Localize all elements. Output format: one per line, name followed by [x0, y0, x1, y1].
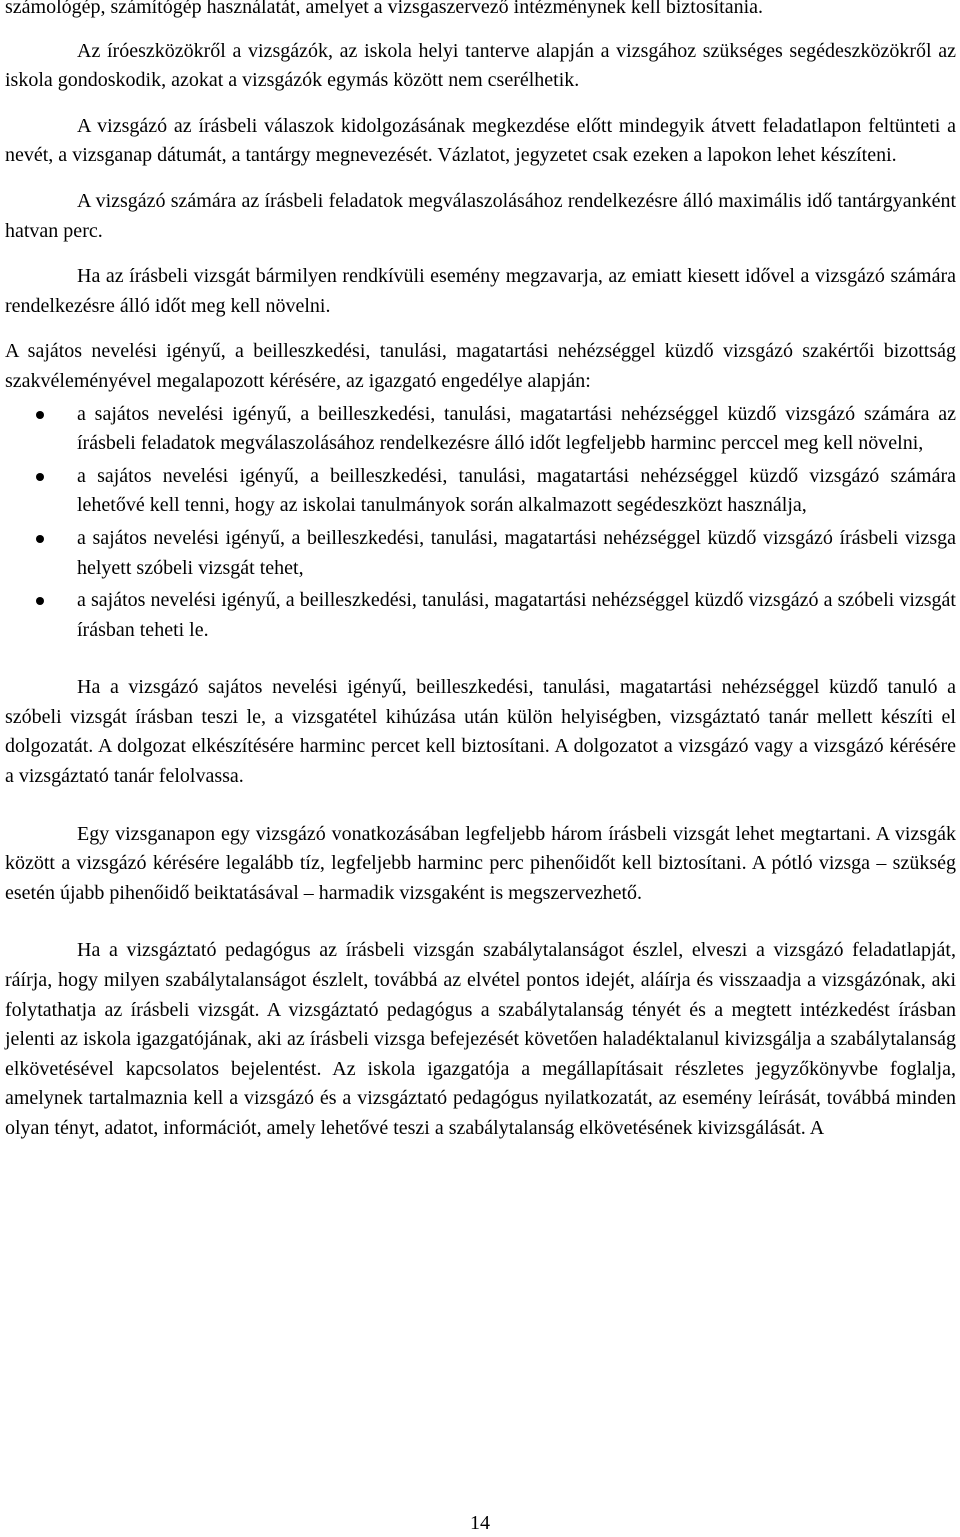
page-number: 14 — [470, 1512, 490, 1534]
paragraph-irregularity: Ha a vizsgáztató pedagógus az írásbeli vizsgán szabálytalanságot észlel, elveszi a vizsgázó feladatlapját, ráírja, hogy milyen szabálytalanságot észlelt, továbbá az elvétel pontos idejét, aláírja és visszaadja a vizsgázónak, aki folytathatja az írásbeli vizsgát. A vizsgáztató pedagógus a szabálytalanság tényét és a megtett intézkedést írásban jelenti az iskola igazgatójának, aki az írásbeli vizsga befejezését követően haladéktalanul kivizsgálja a szabálytalanság elkövetésével kapcsolatos bejelentést. Az iskola igazgatója a megállapításait részletes jegyzőkönyvbe foglalja, amelynek tartalmaznia kell a vizsgázó és a vizsgáztató pedagógus nyilatkozatát, az esemény leírását, továbbá minden olyan tényt, adatot, információt, amely lehetővé teszi a szabálytalanság elkövetésének kivizsgálását. A — [5, 939, 956, 1139]
paragraph-writing-tools: Az íróeszközökről a vizsgázók, az iskola helyi tanterve alapján a vizsgához szükséges segédeszközökről az iskola gondoskodik, azokat a vizsgázók egymás között nem cserélhetik. — [5, 39, 956, 92]
list-item-text: a sajátos nevelési igényű, a beilleszkedési, tanulási, magatartási nehézséggel küzdő vizsgázó írásbeli vizsga helyett szóbeli vizsgát tehet, — [77, 526, 956, 579]
paragraph-special-needs: A sajátos nevelési igényű, a beilleszkedési, tanulási, magatartási nehézséggel küzdő vizsgázó szakértői bizottság szakvéleményével megalapozott kérésére, az igazgató engedélye alapján: — [5, 340, 956, 392]
paragraph-oral-in-writing: Ha a vizsgázó sajátos nevelési igényű, beilleszkedési, tanulási, magatartási nehézséggel küzdő tanuló a szóbeli vizsgát írásban teszi le, a vizsgatétel kihúzása után külön helyiségben, vizsgáztató tanár mellett készíti el dolgozatát. A dolgozat elkészítésére harminc percet kell biztosítani. A dolgozatot a vizsgázó vagy a vizsgázó kérésére a vizsgáztató tanár felolvassa. — [5, 676, 956, 788]
list-item — [5, 586, 956, 645]
bullet-icon — [36, 411, 44, 419]
list-item — [5, 400, 956, 459]
bullet-icon — [36, 473, 44, 481]
paragraph-time-limit: A vizsgázó számára az írásbeli feladatok megválaszolásához rendelkezésre álló maximális idő tantárgyanként hatvan perc. — [5, 189, 956, 242]
paragraph-calculator: számológép, számítógép használatát, amelyet a vizsgaszervező intézménynek kell biztosítania. — [5, 0, 764, 18]
list-item — [5, 524, 956, 583]
paragraph-disruption: Ha az írásbeli vizsgát bármilyen rendkívüli esemény megzavarja, az emiatt kiesett idővel a vizsgázó számára rendelkezésre álló időt meg kell növelni. — [5, 265, 956, 317]
document-page — [5, 0, 956, 1144]
list-item-text: a sajátos nevelési igényű, a beilleszkedési, tanulási, magatartási nehézséggel küzdő vizsgázó számára az írásbeli feladatok megválaszolásához rendelkezésre álló időt legfeljebb harminc perccel meg kell növelni, — [77, 402, 956, 455]
list-item — [5, 462, 956, 521]
bullet-icon — [36, 597, 44, 605]
special-needs-list — [5, 400, 956, 646]
paragraph-task-sheets: A vizsgázó az írásbeli válaszok kidolgozásának megkezdése előtt mindegyik átvett feladatlapon feltünteti a nevét, a vizsganap dátumát, a tantárgy megnevezését. Vázlatot, jegyzetet csak ezeken a lapokon lehet készíteni. — [5, 114, 956, 167]
bullet-icon — [36, 535, 44, 543]
paragraph-exam-day: Egy vizsganapon egy vizsgázó vonatkozásában legfeljebb három írásbeli vizsgát lehet megtartani. A vizsgák között a vizsgázó kérésére legalább tíz, legfeljebb harminc perc pihenőidőt kell biztosítani. A pótló vizsga – szükség esetén újabb pihenőidő beiktatásával – harmadik vizsgaként is megszervezhető. — [5, 822, 956, 904]
list-item-text: a sajátos nevelési igényű, a beilleszkedési, tanulási, magatartási nehézséggel küzdő vizsgázó a szóbeli vizsgát írásban teheti le. — [77, 589, 956, 641]
list-item-text: a sajátos nevelési igényű, a beilleszkedési, tanulási, magatartási nehézséggel küzdő vizsgázó számára lehetővé kell tenni, hogy az iskolai tanulmányok során alkalmazott segédeszközt használja, — [77, 464, 956, 517]
